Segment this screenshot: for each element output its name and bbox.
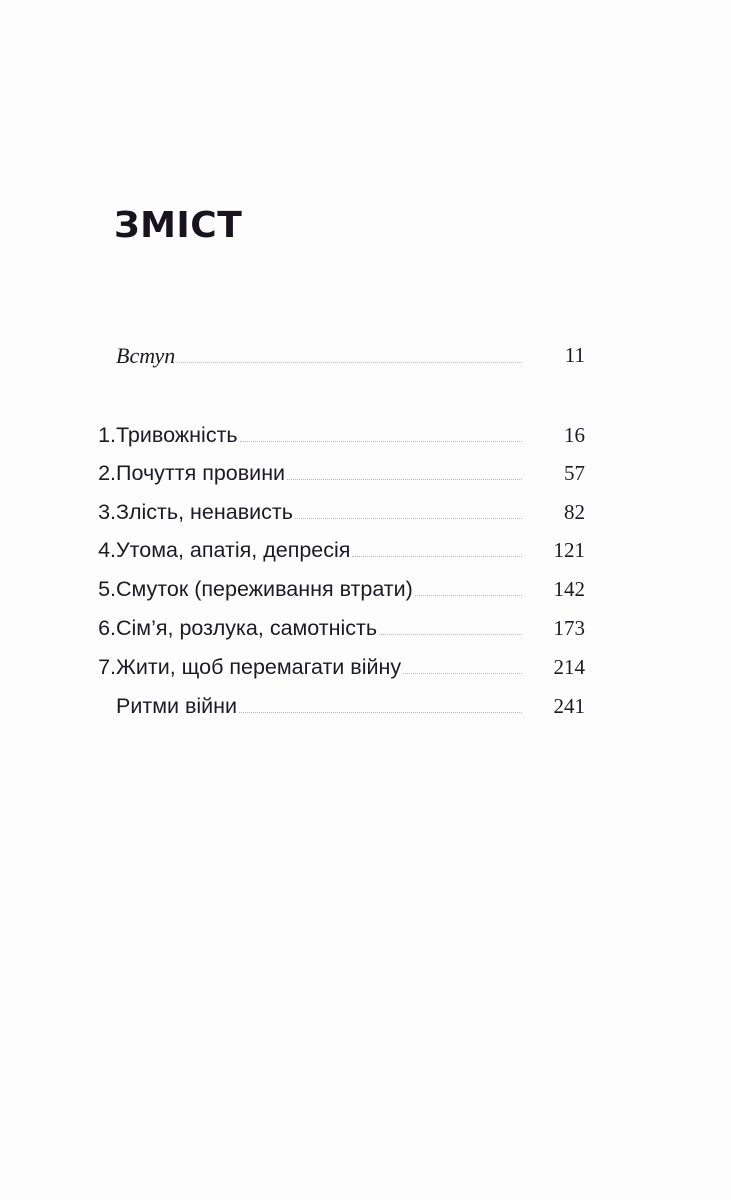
dot-leader — [352, 540, 522, 557]
toc-entry-label: Ритми війни — [116, 694, 238, 718]
toc-page-number: 142 — [553, 577, 585, 601]
dot-leader — [287, 463, 522, 480]
toc-entry-label: Почуття провини — [116, 461, 286, 485]
dot-leader — [415, 579, 522, 596]
toc-entry-number: 4. — [98, 538, 116, 562]
toc-entry[interactable] — [0, 694, 731, 724]
toc-entry[interactable] — [0, 616, 731, 646]
toc-page-number: 16 — [564, 423, 585, 447]
toc-entry-label: Злість, ненависть — [116, 500, 293, 524]
toc-entry[interactable] — [0, 538, 731, 568]
toc-entry-number: 3. — [98, 500, 116, 524]
toc-entry[interactable] — [0, 461, 731, 491]
toc-entry[interactable] — [0, 423, 731, 453]
dot-leader — [240, 425, 522, 442]
dot-leader — [177, 346, 522, 363]
toc-entry-label: Тривожність — [116, 423, 238, 447]
toc-page-number: 241 — [553, 694, 585, 718]
dot-leader — [295, 502, 522, 519]
toc-page-number: 11 — [564, 343, 585, 367]
toc-entry-number: 2. — [98, 461, 116, 485]
toc-entry-label: Сім’я, розлука, самотність — [116, 616, 378, 640]
toc-entry-intro[interactable] — [0, 343, 731, 373]
toc-page-number: 173 — [553, 616, 585, 640]
dot-leader — [379, 618, 522, 635]
dot-leader — [239, 696, 522, 713]
page-title: ЗМІСТ — [114, 205, 243, 246]
toc-page-number: 82 — [564, 500, 585, 524]
toc-entry-number: 6. — [98, 616, 116, 640]
toc-entry-label: Вступ — [116, 343, 176, 368]
toc-entry-number: 5. — [98, 577, 116, 601]
toc-entry[interactable] — [0, 577, 731, 607]
toc-page-number: 121 — [553, 538, 585, 562]
toc-page-number: 214 — [553, 655, 585, 679]
toc-entry[interactable] — [0, 500, 731, 530]
dot-leader — [403, 657, 522, 674]
toc-entry-number: 1. — [98, 423, 116, 447]
toc-entry-label: Жити, щоб перемагати війну — [116, 655, 402, 679]
toc-entry-label: Смуток (переживання втрати) — [116, 577, 413, 601]
toc-entry-number: 7. — [98, 655, 116, 679]
toc-page-number: 57 — [564, 461, 585, 485]
toc-entry[interactable] — [0, 655, 731, 685]
toc-entry-label: Утома, апатія, депресія — [116, 538, 351, 562]
